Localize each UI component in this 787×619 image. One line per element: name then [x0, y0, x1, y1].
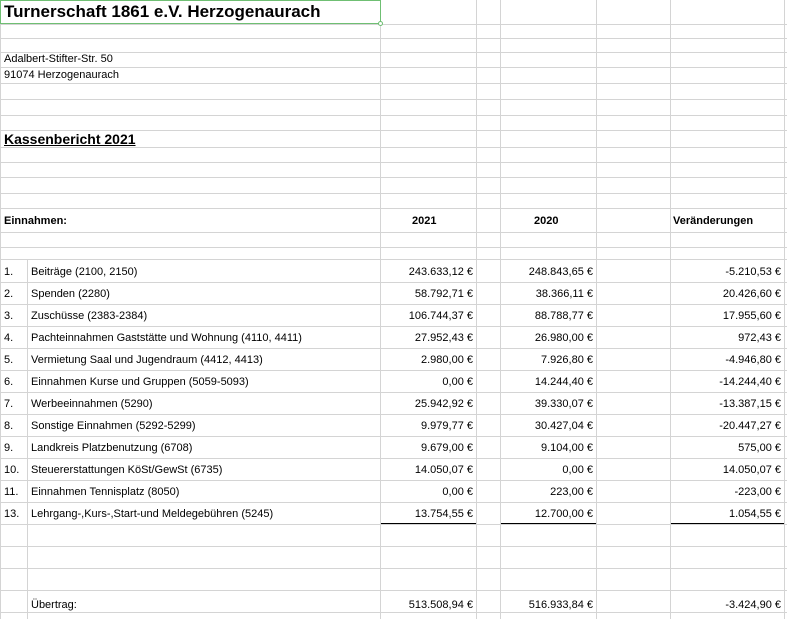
selected-cell-outline	[0, 0, 381, 24]
grid-line	[0, 370, 787, 371]
grid-line	[0, 524, 787, 525]
row-value-change[interactable]: 575,00 €	[738, 442, 781, 454]
grid-line	[0, 52, 787, 53]
row-label[interactable]: Werbeeinnahmen (5290)	[31, 398, 153, 410]
row-number[interactable]: 2.	[4, 288, 14, 300]
row-number[interactable]: 1.	[4, 266, 14, 278]
row-value-2020[interactable]: 0,00 €	[562, 464, 593, 476]
row-value-change[interactable]: 1.054,55 €	[729, 508, 781, 520]
grid-line	[0, 480, 787, 481]
row-value-2020[interactable]: 9.104,00 €	[541, 442, 593, 454]
row-value-2021[interactable]: 0,00 €	[442, 486, 473, 498]
grid-line	[0, 414, 787, 415]
club-name[interactable]: Turnerschaft 1861 e.V. Herzogenaurach	[4, 2, 321, 21]
sum-underline	[671, 523, 784, 524]
grid-line	[0, 546, 787, 547]
row-value-2021[interactable]: 106.744,37 €	[408, 310, 473, 322]
row-label[interactable]: Lehrgang-,Kurs-,Start-und Meldegebühren (5245)	[31, 508, 274, 520]
address-city[interactable]: 91074 Herzogenaurach	[4, 69, 119, 81]
row-value-change[interactable]: 14.050,07 €	[722, 464, 781, 476]
grid-line	[27, 259, 28, 619]
row-label[interactable]: Pachteinnahmen Gaststätte und Wohnung (4110, 4411)	[31, 332, 302, 344]
grid-line	[0, 193, 787, 194]
grid-line	[0, 115, 787, 116]
grid-line	[0, 436, 787, 437]
row-value-2020[interactable]: 39.330,07 €	[534, 398, 593, 410]
grid-line	[0, 232, 787, 233]
grid-line	[476, 0, 477, 619]
grid-line	[0, 590, 787, 591]
grid-line	[0, 247, 787, 248]
row-value-2021[interactable]: 25.942,92 €	[414, 398, 473, 410]
grid-line	[0, 392, 787, 393]
carry-value-2020[interactable]: 516.933,84 €	[528, 599, 593, 611]
grid-line	[0, 208, 787, 209]
row-label[interactable]: Vermietung Saal und Jugendraum (4412, 4413)	[31, 354, 263, 366]
row-label[interactable]: Spenden (2280)	[31, 288, 110, 300]
grid-line	[0, 147, 787, 148]
row-number[interactable]: 9.	[4, 442, 14, 454]
section-label[interactable]: Einnahmen:	[4, 215, 67, 227]
grid-line	[0, 24, 787, 25]
row-value-change[interactable]: 17.955,60 €	[722, 310, 781, 322]
grid-line	[0, 326, 787, 327]
row-number[interactable]: 5.	[4, 354, 14, 366]
row-value-2021[interactable]: 9.979,77 €	[421, 420, 473, 432]
row-number[interactable]: 3.	[4, 310, 14, 322]
grid-line	[0, 502, 787, 503]
row-number[interactable]: 4.	[4, 332, 14, 344]
row-value-2020[interactable]: 7.926,80 €	[541, 354, 593, 366]
column-header-2021[interactable]: 2021	[412, 215, 437, 227]
row-value-2021[interactable]: 14.050,07 €	[414, 464, 473, 476]
row-value-2020[interactable]: 223,00 €	[550, 486, 593, 498]
grid-line	[596, 0, 597, 619]
grid-line	[0, 568, 787, 569]
report-title[interactable]: Kassenbericht 2021	[4, 131, 136, 147]
row-value-change[interactable]: -4.946,80 €	[725, 354, 781, 366]
row-label[interactable]: Einnahmen Kurse und Gruppen (5059-5093)	[31, 376, 249, 388]
grid-line	[0, 38, 787, 39]
row-label[interactable]: Einnahmen Tennisplatz (8050)	[31, 486, 180, 498]
row-number[interactable]: 8.	[4, 420, 14, 432]
fill-handle[interactable]	[378, 21, 383, 26]
grid-line	[0, 458, 787, 459]
row-value-2020[interactable]: 38.366,11 €	[535, 288, 593, 300]
carry-value-change[interactable]: -3.424,90 €	[725, 599, 781, 611]
row-value-change[interactable]: -13.387,15 €	[719, 398, 781, 410]
row-value-2021[interactable]: 13.754,55 €	[414, 508, 473, 520]
grid-line	[0, 259, 787, 260]
column-header-2020[interactable]: 2020	[534, 215, 559, 227]
carry-label[interactable]: Übertrag:	[31, 599, 77, 611]
grid-line	[0, 612, 787, 613]
row-value-change[interactable]: -223,00 €	[734, 486, 781, 498]
row-label[interactable]: Sonstige Einnahmen (5292-5299)	[31, 420, 196, 432]
row-value-2020[interactable]: 26.980,00 €	[534, 332, 593, 344]
row-value-2020[interactable]: 12.700,00 €	[534, 508, 593, 520]
row-value-2021[interactable]: 0,00 €	[442, 376, 473, 388]
row-number[interactable]: 13.	[4, 508, 20, 520]
row-value-change[interactable]: -20.447,27 €	[719, 420, 781, 432]
row-value-change[interactable]: -14.244,40 €	[719, 376, 781, 388]
row-value-2021[interactable]: 243.633,12 €	[408, 266, 473, 278]
row-value-2021[interactable]: 2.980,00 €	[421, 354, 473, 366]
grid-line	[0, 177, 787, 178]
grid-line	[0, 99, 787, 100]
row-label[interactable]: Beiträge (2100, 2150)	[31, 266, 138, 278]
row-label[interactable]: Landkreis Platzbenutzung (6708)	[31, 442, 193, 454]
row-label[interactable]: Zuschüsse (2383-2384)	[31, 310, 148, 322]
row-number[interactable]: 10.	[4, 464, 20, 476]
grid-line	[0, 162, 787, 163]
grid-line	[0, 0, 1, 619]
sum-underline	[501, 523, 596, 524]
grid-line	[0, 282, 787, 283]
row-value-2020[interactable]: 14.244,40 €	[534, 376, 593, 388]
sum-underline	[381, 523, 476, 524]
grid-line	[784, 0, 785, 619]
address-street[interactable]: Adalbert-Stifter-Str. 50	[4, 53, 113, 65]
row-value-2021[interactable]: 27.952,43 €	[414, 332, 473, 344]
grid-line	[0, 348, 787, 349]
column-header-change[interactable]: Veränderungen	[673, 215, 754, 227]
row-number[interactable]: 7.	[4, 398, 14, 410]
row-number[interactable]: 6.	[4, 376, 14, 388]
grid-line	[0, 83, 787, 84]
row-number[interactable]: 11.	[4, 486, 19, 498]
grid-line	[0, 304, 787, 305]
row-value-2020[interactable]: 30.427,04 €	[534, 420, 593, 432]
row-label[interactable]: Steuererstattungen KöSt/GewSt (6735)	[31, 464, 223, 476]
row-value-change[interactable]: 972,43 €	[738, 332, 781, 344]
row-value-2021[interactable]: 9.679,00 €	[421, 442, 473, 454]
row-value-2020[interactable]: 88.788,77 €	[534, 310, 593, 322]
row-value-2021[interactable]: 58.792,71 €	[414, 288, 473, 300]
carry-value-2021[interactable]: 513.508,94 €	[408, 599, 473, 611]
row-value-change[interactable]: -5.210,53 €	[725, 266, 781, 278]
row-value-change[interactable]: 20.426,60 €	[722, 288, 781, 300]
row-value-2020[interactable]: 248.843,65 €	[528, 266, 593, 278]
